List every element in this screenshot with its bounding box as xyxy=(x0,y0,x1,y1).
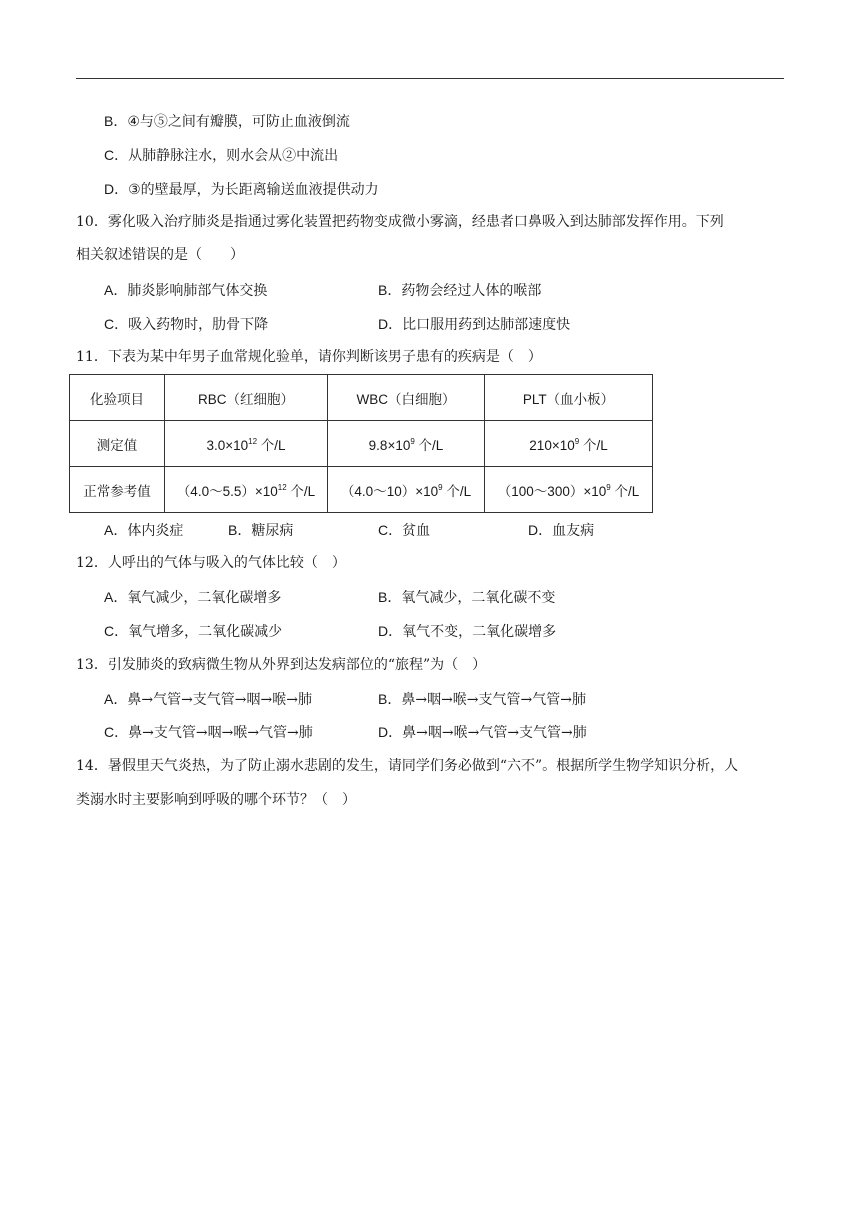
q12-option-d[interactable] xyxy=(378,621,556,642)
option-label: B． xyxy=(104,113,128,129)
measured-cell xyxy=(328,421,485,467)
option-text: 氧气不变，二氧化碳增多 xyxy=(402,624,557,640)
cell-unit: 个/L xyxy=(286,483,316,499)
option-label: C． xyxy=(104,724,129,740)
q12-stem: 12．人呼出的气体与吸入的气体比较（ ） xyxy=(76,555,346,571)
cell-value: （100～300）×10 xyxy=(497,483,607,499)
reference-cell xyxy=(328,467,485,513)
option-label: B． xyxy=(378,691,402,707)
cell-unit: 个/L xyxy=(442,483,472,499)
header-cell: RBC（红细胞） xyxy=(165,375,328,421)
option-label: B． xyxy=(378,282,402,298)
q14-stem-line2: 类溺水时主要影响到呼吸的哪个环节？（ ） xyxy=(76,792,356,808)
cell-exponent: 9 xyxy=(606,482,611,492)
cell-exponent: 9 xyxy=(438,482,443,492)
q13-stem: 13．引发肺炎的致病微生物从外界到达发病部位的“旅程”为（ ） xyxy=(76,657,487,673)
option-label: A． xyxy=(104,522,128,538)
cell-unit: 个/L xyxy=(257,437,286,453)
cell-exponent: 12 xyxy=(277,482,287,492)
q13-option-a[interactable] xyxy=(104,689,312,710)
cell-exponent: 9 xyxy=(574,436,580,446)
measured-cell xyxy=(165,421,328,467)
cell-value: （4.0～10）×10 xyxy=(340,483,439,499)
q11-option-a[interactable] xyxy=(104,520,183,541)
q11-stem: 11．下表为某中年男子血常规化验单，请你判断该男子患有的疾病是（ ） xyxy=(76,349,542,365)
q11-option-c[interactable] xyxy=(378,520,430,541)
q12-option-b[interactable] xyxy=(378,587,555,608)
q10-option-b[interactable] xyxy=(378,280,541,301)
table-row xyxy=(70,421,653,467)
cell-exponent: 9 xyxy=(410,436,415,446)
option-text: 从肺静脉注水，则水会从②中流出 xyxy=(128,148,339,164)
q9-option-b[interactable] xyxy=(104,111,350,132)
option-text: 氧气减少，二氧化碳增多 xyxy=(127,590,282,606)
option-label: B． xyxy=(378,589,402,605)
cell-unit: 个/L xyxy=(579,437,608,453)
option-text: 血友病 xyxy=(552,523,595,539)
option-label: A． xyxy=(104,589,128,605)
option-label: D． xyxy=(378,724,403,740)
header-rule xyxy=(76,78,784,79)
option-label: C． xyxy=(104,147,129,163)
q10-option-d[interactable] xyxy=(378,314,570,335)
q10-option-c[interactable] xyxy=(104,314,268,335)
q13-option-c[interactable] xyxy=(104,722,313,743)
q10-stem-line1: 10．雾化吸入治疗肺炎是指通过雾化装置把药物变成微小雾滴，经患者口鼻吸入到达肺部发挥作用。下列 xyxy=(76,214,724,230)
option-text: 氧气增多，二氧化碳减少 xyxy=(128,624,283,640)
cell-value: 210×10 xyxy=(529,437,575,453)
q11-option-d[interactable] xyxy=(528,520,594,541)
cell-value: 3.0×10 xyxy=(206,437,249,453)
header-cell: 化验项目 xyxy=(70,375,165,421)
q10-option-a[interactable] xyxy=(104,280,267,301)
option-text: 体内炎症 xyxy=(127,523,184,539)
option-text: 贫血 xyxy=(402,523,431,539)
cell-unit: 个/L xyxy=(610,483,640,499)
option-text: 比口服用药到达肺部速度快 xyxy=(402,317,571,333)
q11-option-b[interactable] xyxy=(228,520,293,541)
option-label: D． xyxy=(104,181,129,197)
q12-option-a[interactable] xyxy=(104,587,281,608)
option-text: 药物会经过人体的喉部 xyxy=(401,283,542,299)
table-row xyxy=(70,467,653,513)
cell-value: 9.8×10 xyxy=(368,437,411,453)
q14-stem-line1: 14．暑假里天气炎热，为了防止溺水悲剧的发生，请同学们务必做到“六不”。根据所学生物学知识分析，人 xyxy=(76,758,739,774)
option-label: B． xyxy=(228,522,252,538)
option-text: 肺炎影响肺部气体交换 xyxy=(127,283,268,299)
option-label: D． xyxy=(528,522,553,538)
q12-option-c[interactable] xyxy=(104,621,282,642)
option-text: 鼻→支气管→咽→喉→气管→肺 xyxy=(128,725,313,741)
row-label: 测定值 xyxy=(70,421,165,467)
header-cell: WBC（白细胞） xyxy=(328,375,485,421)
q10-stem-line2: 相关叙述错误的是（ ） xyxy=(76,247,244,263)
q13-option-d[interactable] xyxy=(378,722,587,743)
option-label: C． xyxy=(104,623,129,639)
q9-option-c[interactable] xyxy=(104,145,338,166)
blood-test-table xyxy=(69,374,653,513)
cell-unit: 个/L xyxy=(414,437,444,453)
option-text: 氧气减少，二氧化碳不变 xyxy=(401,590,556,606)
option-label: D． xyxy=(378,623,403,639)
reference-cell xyxy=(485,467,653,513)
cell-value: （4.0～5.5）×10 xyxy=(176,483,278,499)
q13-option-b[interactable] xyxy=(378,689,586,710)
option-text: 吸入药物时，肋骨下降 xyxy=(128,317,269,333)
option-text: 鼻→咽→喉→气管→支气管→肺 xyxy=(402,725,587,741)
option-label: D． xyxy=(378,316,403,332)
option-label: A． xyxy=(104,282,128,298)
cell-exponent: 12 xyxy=(248,436,258,446)
option-text: 糖尿病 xyxy=(251,523,294,539)
option-label: C． xyxy=(104,316,129,332)
q9-option-d[interactable] xyxy=(104,179,379,200)
header-cell: PLT（血小板） xyxy=(485,375,653,421)
option-label: C． xyxy=(378,522,403,538)
table-row xyxy=(70,375,653,421)
option-label: A． xyxy=(104,691,128,707)
option-text: ④与⑤之间有瓣膜，可防止血液倒流 xyxy=(127,114,350,130)
row-label: 正常参考值 xyxy=(70,467,165,513)
option-text: ③的壁最厚，为长距离输送血液提供动力 xyxy=(128,182,379,198)
measured-cell xyxy=(485,421,653,467)
option-text: 鼻→气管→支气管→咽→喉→肺 xyxy=(127,692,312,708)
reference-cell xyxy=(165,467,328,513)
option-text: 鼻→咽→喉→支气管→气管→肺 xyxy=(401,692,586,708)
